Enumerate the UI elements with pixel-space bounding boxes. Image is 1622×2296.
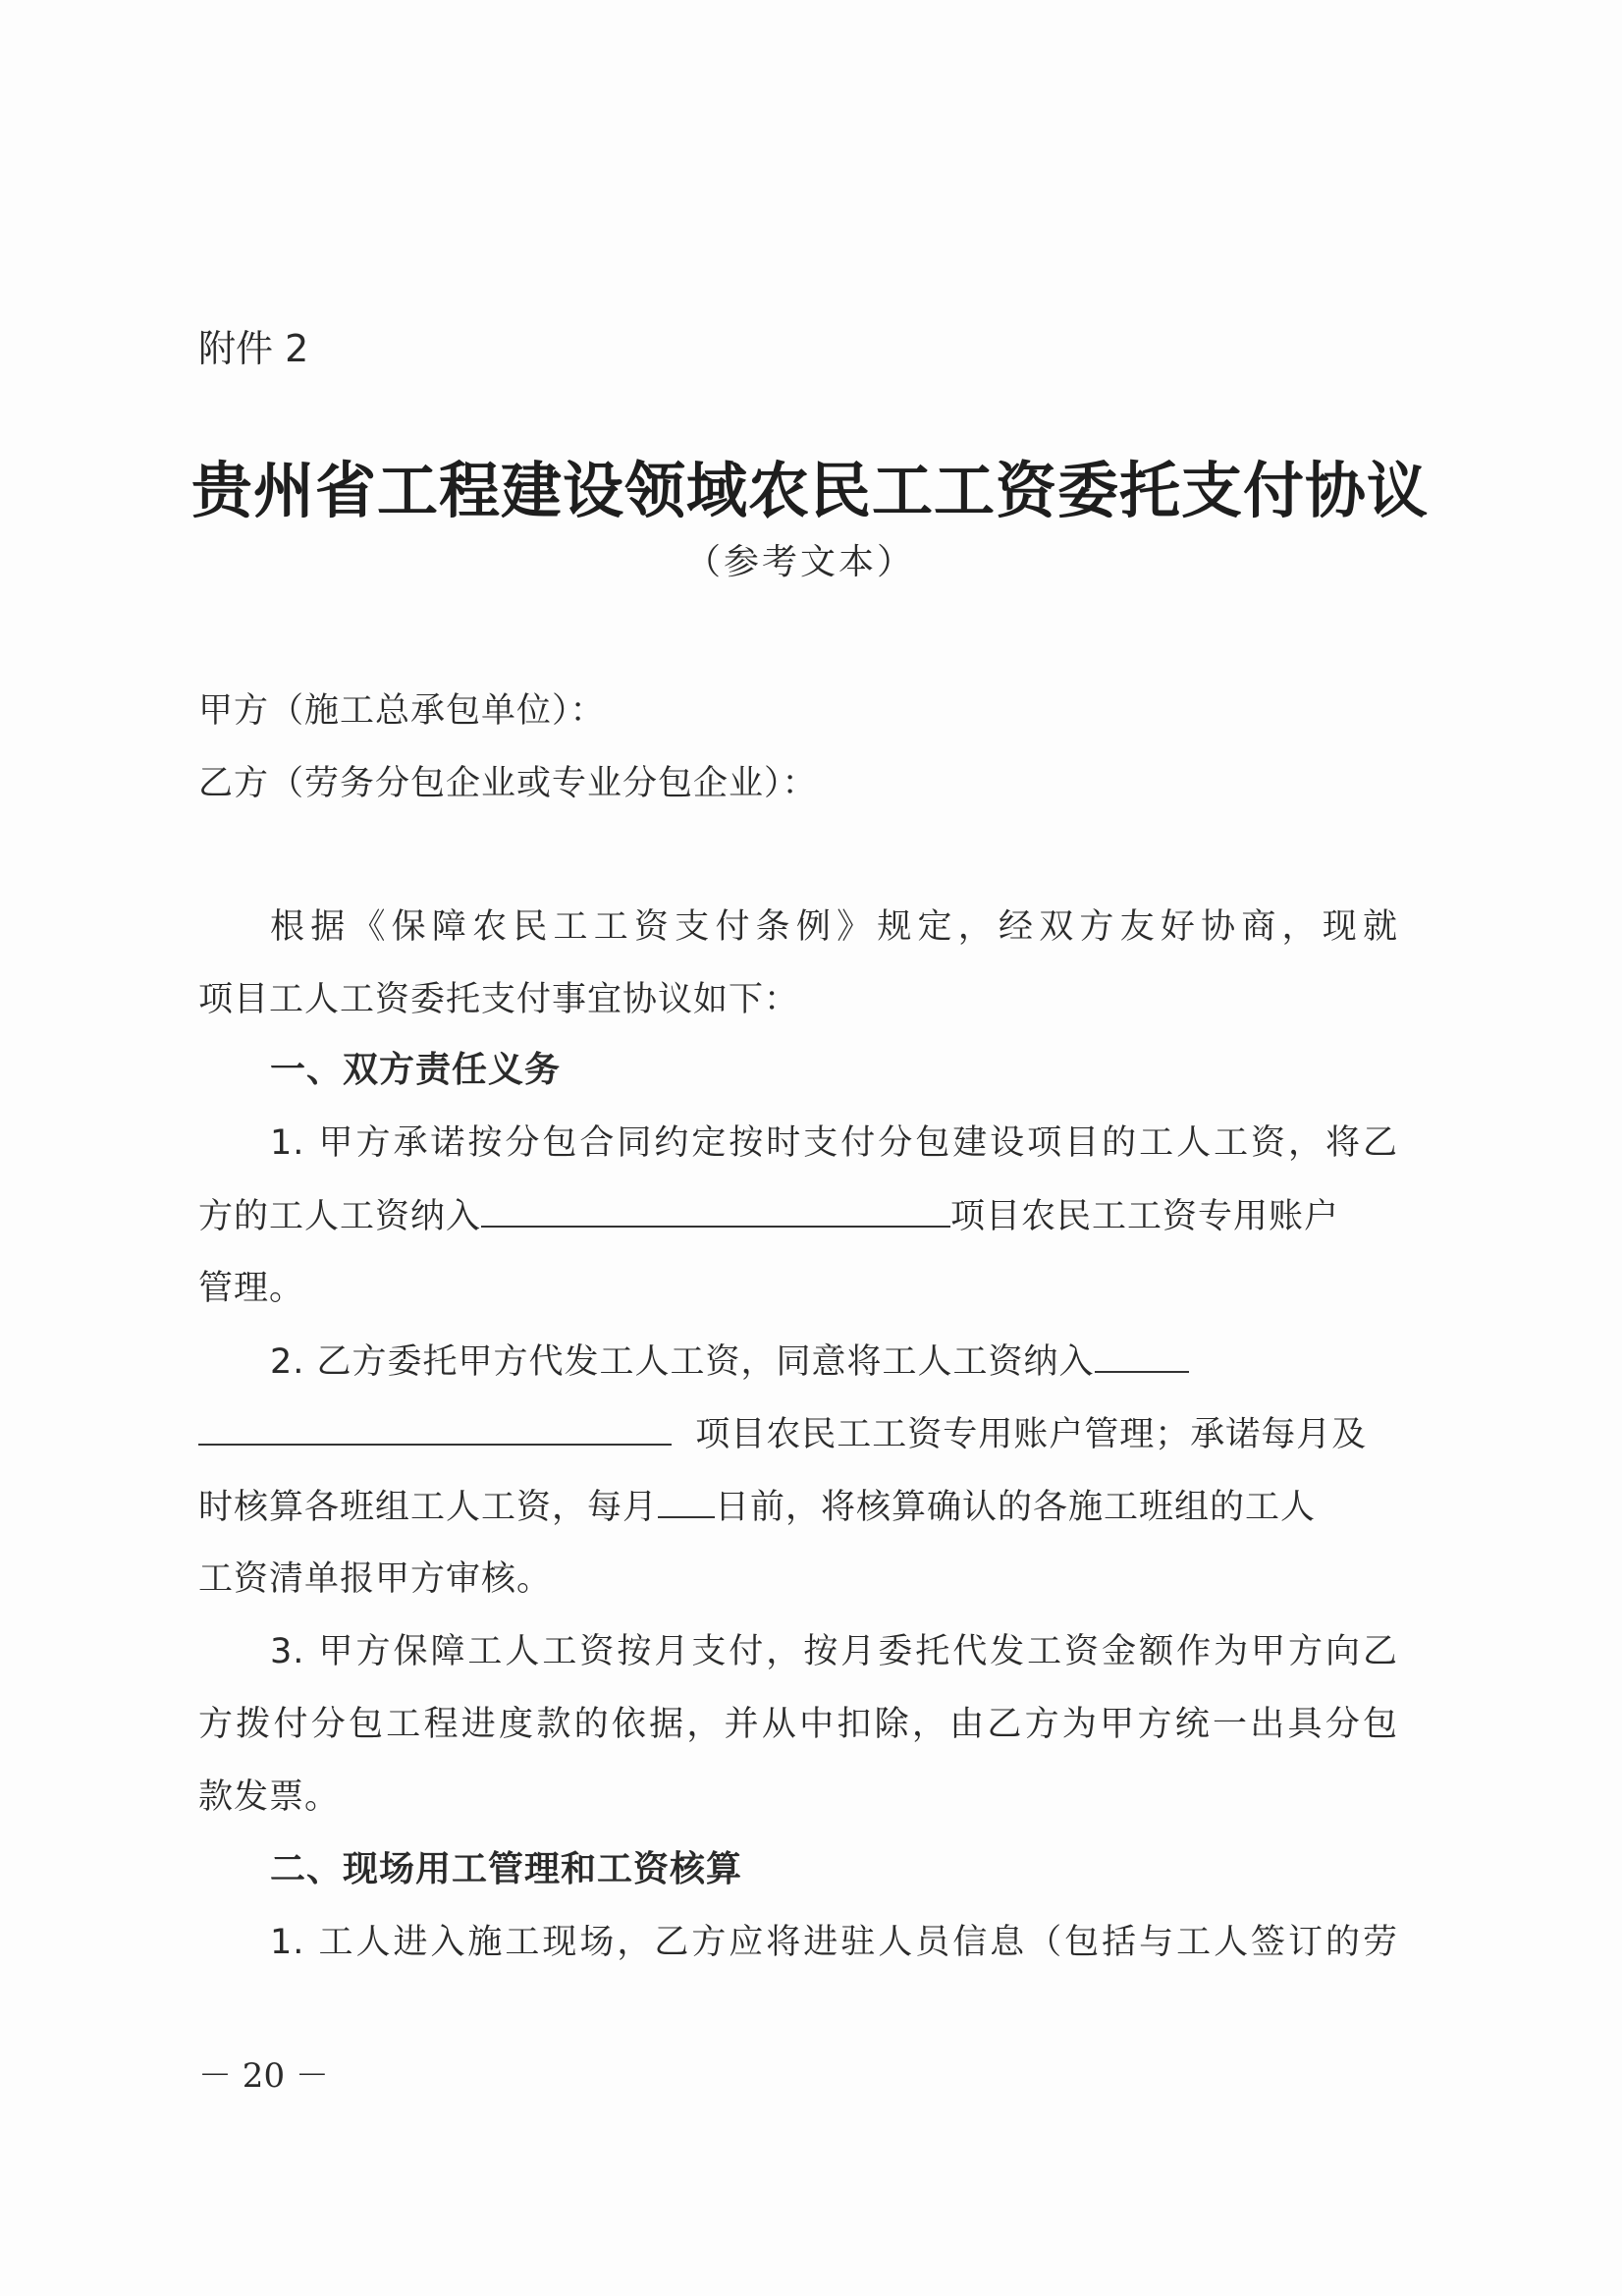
page-number: － 20 － — [198, 2056, 329, 2096]
project-blank-continued — [198, 1410, 672, 1446]
s1-item2-line-3-pre: 时核算各班组工人工资，每月 — [198, 1488, 659, 1527]
s1-item3-line-2: 方拨付分包工程进度款的依据，并从中扣除，由乙方为甲方统一出具分包 — [198, 1705, 1398, 1744]
party-b-line: 乙方（劳务分包企业或专业分包企业）： — [198, 764, 818, 803]
s1-item3-line-1: 3. 甲方保障工人工资按月支付，按月委托代发工资金额作为甲方向乙 — [270, 1632, 1398, 1671]
s1-item3-line-3: 款发票。 — [198, 1777, 341, 1817]
account-project-blank — [481, 1192, 950, 1228]
s1-item2-line-2-post: 项目农民工工资专用账户管理；承诺每月及 — [695, 1415, 1368, 1454]
annex-label: 附件 2 — [198, 327, 309, 370]
s1-item2-line-3-post: 日前，将核算确认的各施工班组的工人 — [715, 1488, 1317, 1527]
s1-item2-line-1 — [270, 1338, 1189, 1386]
section-1-heading: 一、双方责任义务 — [270, 1050, 562, 1090]
project-blank-start — [1095, 1338, 1189, 1373]
intro-line-1: 根据《保障农民工工资支付条例》规定，经双方友好协商，现就 — [270, 907, 1398, 947]
party-a-line: 甲方（施工总承包单位）： — [198, 691, 606, 731]
document-title: 贵州省工程建设领域农民工工资委托支付协议 — [191, 455, 1430, 526]
day-of-month-blank — [658, 1483, 715, 1518]
s1-item2-line-4: 工资清单报甲方审核。 — [198, 1559, 553, 1599]
s1-item2-line-1-pre: 2. 乙方委托甲方代发工人工资，同意将工人工资纳入 — [270, 1342, 1095, 1382]
section-2-heading: 二、现场用工管理和工资核算 — [270, 1849, 743, 1889]
s1-item1-line-3: 管理。 — [198, 1269, 305, 1308]
s1-item1-line-2 — [198, 1192, 1339, 1240]
s1-item1-line-1: 1. 甲方承诺按分包合同约定按时支付分包建设项目的工人工资，将乙 — [270, 1123, 1398, 1163]
s1-item1-line-2-post: 项目农民工工资专用账户 — [950, 1197, 1340, 1236]
intro-line-2: 项目工人工资委托支付事宜协议如下： — [198, 980, 800, 1019]
s1-item1-line-2-pre: 方的工人工资纳入 — [198, 1197, 482, 1236]
document-subtitle: （参考文本） — [684, 542, 915, 582]
s2-item1-line-1: 1. 工人进入施工现场，乙方应将进驻人员信息（包括与工人签订的劳 — [270, 1923, 1398, 1962]
s1-item2-line-3 — [198, 1483, 1316, 1531]
s1-item2-line-2 — [198, 1410, 1367, 1458]
